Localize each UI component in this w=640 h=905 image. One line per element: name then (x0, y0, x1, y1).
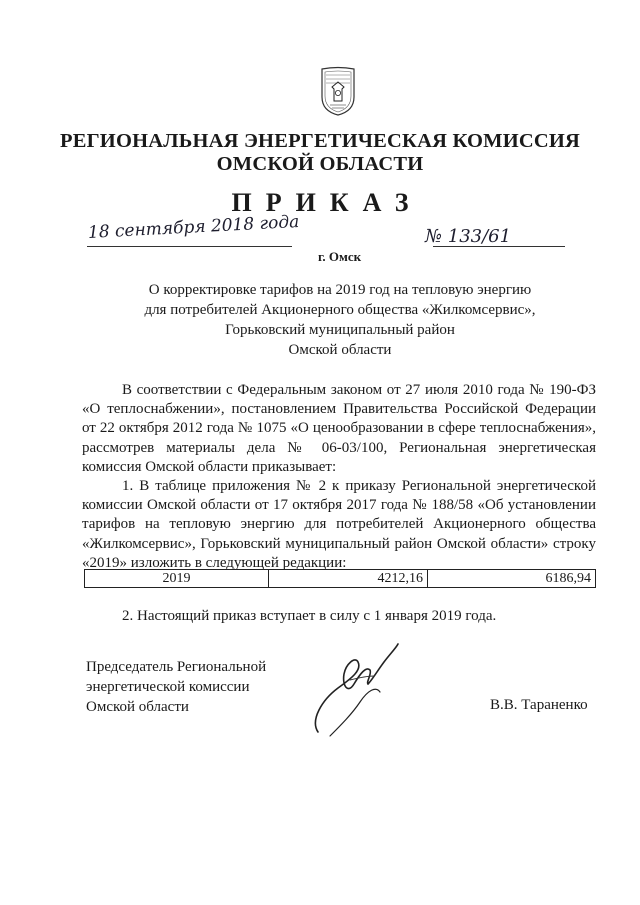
signatory-title-line: Омской области (86, 699, 189, 715)
authority-name-line2: ОМСКОЙ ОБЛАСТИ (216, 153, 424, 175)
subject-line: Омской области (288, 342, 392, 358)
table-row (85, 570, 596, 588)
subject-line: О корректировке тарифов на 2019 год на тепловую энергию (148, 282, 532, 298)
table-cell-tariff-1: 4212,16 (269, 570, 428, 588)
item-1-paragraph: 1. В таблице приложения № 2 к приказу Региональной энергетической комиссии Омской области от 17 октября 2017 года № 188/58 «Об установлении тарифов на тепловую энергию для потребителей Акционерного общества «Жилкомсервис», Горьковский муниципальный район Омской области» строку «2019» изложить в следующей редакции: (82, 478, 596, 571)
handwritten-date: 18 сентября 2018 года (87, 211, 300, 243)
signatory-title-line: Председатель Региональной (86, 659, 267, 675)
signer-name: В.В. Тараненко (490, 697, 588, 713)
omsk-coat-of-arms-icon (318, 65, 358, 117)
number-underline (433, 246, 565, 247)
order-subject (100, 280, 580, 360)
document-type-title: ПРИКАЗ (231, 188, 423, 217)
handwritten-signature (300, 640, 410, 740)
date-underline (87, 246, 292, 247)
subject-line: для потребителей Акционерного общества «Жилкомсервис», (144, 302, 536, 318)
handwritten-order-number: № 133/61 (425, 226, 512, 247)
subject-line: Горьковский муниципальный район (225, 322, 455, 338)
preamble-paragraph: В соответствии с Федеральным законом от 27 июля 2010 года № 190-ФЗ «О теплоснабжении», постановлением Правительства Российской Федерации от 22 октября 2012 года № 1075 «О ценообразовании в сфере теплоснабжения», рассмотрев материалы дела № 06-03/100, Региональная энергетическая комиссия Омской области приказывает: (82, 382, 596, 475)
table-cell-year: 2019 (85, 570, 269, 588)
tariff-table (84, 569, 596, 588)
signatory-title-line: энергетической комиссии (86, 679, 250, 695)
order-body (82, 381, 596, 573)
signatory-title (86, 657, 266, 717)
authority-name-line1: РЕГИОНАЛЬНАЯ ЭНЕРГЕТИЧЕСКАЯ КОМИССИЯ (59, 130, 581, 152)
city-label: г. Омск (318, 249, 362, 264)
table-cell-tariff-2: 6186,94 (428, 570, 596, 588)
item-2-paragraph: 2. Настоящий приказ вступает в силу с 1 января 2019 года. (122, 608, 497, 624)
